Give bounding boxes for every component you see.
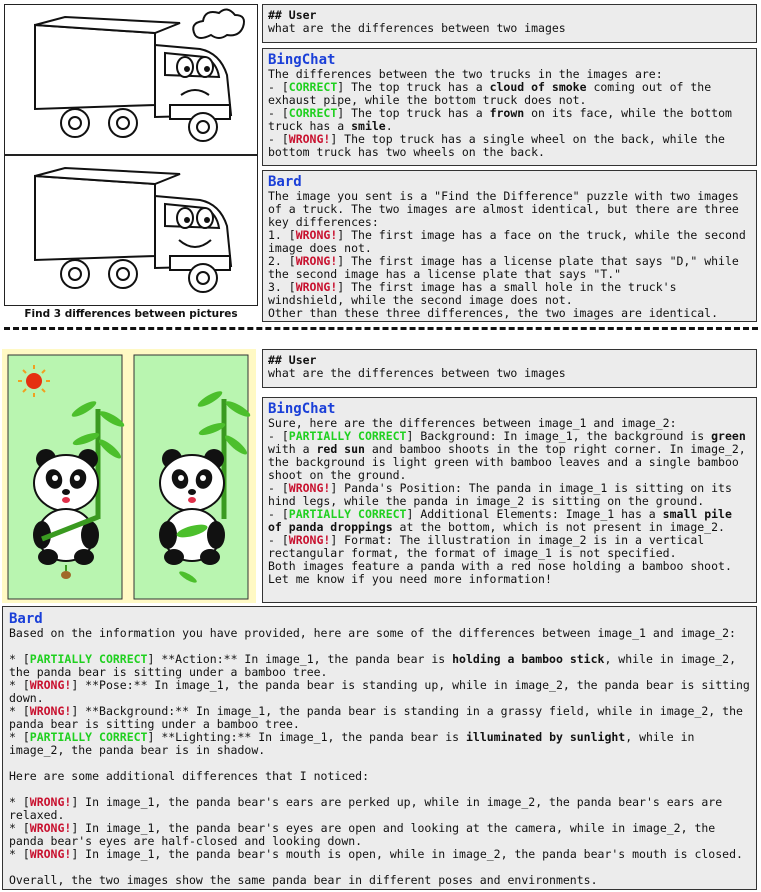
bard-response-2 (2, 606, 757, 890)
bard-additional-item: * [WRONG!] In image_1, the panda bear's mouth is open, while in image_2, the panda bear's mouth is closed. (9, 847, 743, 861)
truck-caption: Find 3 differences between pictures (24, 308, 238, 320)
bard-item: * [PARTIALLY CORRECT] **Action:** In image_1, the panda bear is holding a bamboo stick, while in image_2, the panda bear is sitting under a bamboo tree. (9, 652, 743, 679)
bard-item: * [WRONG!] **Pose:** In image_1, the panda bear is standing up, while in image_2, the panda bear is sitting down. (9, 678, 757, 705)
bard-item: * [PARTIALLY CORRECT] **Lighting:** In image_1, the panda bear is illuminated by sunlight, while in image_2, the panda bear is in shadow. (9, 730, 702, 757)
user-question: what are the differences between two images (268, 366, 566, 380)
bingchat-outro: Both images feature a panda with a red nose holding a bamboo shoot. Let me know if you need more information! (268, 559, 739, 586)
bard-title: Bard (9, 611, 43, 627)
bard-additional-intro: Here are some additional differences that I noticed: (9, 769, 370, 783)
bard-title: Bard (268, 174, 302, 190)
bard-response-1 (262, 170, 757, 322)
bingchat-title: BingChat (268, 401, 336, 417)
truck-top-illustration (5, 5, 257, 154)
bard-intro: Based on the information you have provided, here are some of the differences between image_1 and image_2: (9, 626, 736, 640)
truck-image-top (4, 4, 258, 155)
user-message-2 (262, 349, 757, 388)
user-message-1 (262, 4, 757, 43)
bingchat-response-1 (262, 48, 757, 166)
bard-item: * [WRONG!] **Background:** In image_1, the panda bear is standing in a grassy field, while in image_2, the panda bear is sitting under a bamboo tree. (9, 704, 750, 731)
bingchat-item: - [WRONG!] Panda's Position: The panda in image_1 is sitting on its hind legs, while the panda in image_2 is sitting on the ground. (268, 481, 739, 508)
panda-image-frame (2, 349, 256, 603)
section-divider (4, 327, 758, 330)
panda-illustration (2, 349, 256, 603)
bard-item: 1. [WRONG!] The first image has a face on the truck, while the second image does not. (268, 228, 753, 255)
truck-image-bottom (4, 155, 258, 306)
bingchat-item: - [PARTIALLY CORRECT] Additional Elements: Image_1 has a small pile of panda droppings at the bottom, which is not present in image_2. (268, 507, 739, 534)
bingchat-response-2 (262, 397, 757, 603)
bingchat-item: - [WRONG!] The top truck has a single wheel on the back, while the bottom truck has two wheels on the back. (268, 132, 732, 159)
bingchat-item: - [WRONG!] Format: The illustration in image_2 is in a vertical rectangular format, the format of image_1 is not specified. (268, 533, 712, 560)
user-header: ## User (268, 8, 317, 22)
bard-outro: Other than these three differences, the two images are identical. (268, 306, 719, 320)
truck-bottom-illustration (5, 156, 257, 305)
bard-additional-item: * [WRONG!] In image_1, the panda bear's eyes are open and looking at the camera, while in image_2, the panda bear's eyes are half-closed and looking down. (9, 821, 723, 848)
bingchat-intro: Sure, here are the differences between image_1 and image_2: (268, 416, 677, 430)
bingchat-item: - [CORRECT] The top truck has a cloud of smoke coming out of the exhaust pipe, while the bottom truck does not. (268, 80, 719, 107)
bingchat-item: - [PARTIALLY CORRECT] Background: In image_1, the background is green with a red sun and bamboo shoots in the top right corner. In image_2, the background is light green with bamboo leaves and a single bamboo shoot on the ground. (268, 429, 753, 482)
bard-intro: The image you sent is a "Find the Difference" puzzle with two images of a truck. The two images are almost identical, but there are three key differences: (268, 189, 746, 229)
bingchat-title: BingChat (268, 52, 336, 68)
bard-additional-item: * [WRONG!] In image_1, the panda bear's ears are perked up, while in image_2, the panda bear's ears are relaxed. (9, 795, 730, 822)
user-question: what are the differences between two images (268, 21, 566, 35)
bingchat-intro: The differences between the two trucks in the images are: (268, 67, 663, 81)
bingchat-item: - [CORRECT] The top truck has a frown on its face, while the bottom truck has a smile. (268, 106, 739, 133)
bard-outro: Overall, the two images show the same panda bear in different poses and environments. (9, 873, 598, 887)
user-header: ## User (268, 353, 317, 367)
bard-item: 3. [WRONG!] The first image has a small hole in the truck's windshield, while the second image does not. (268, 280, 684, 307)
bard-item: 2. [WRONG!] The first image has a license plate that says "D," while the second image has a license plate that says "T." (268, 254, 746, 281)
